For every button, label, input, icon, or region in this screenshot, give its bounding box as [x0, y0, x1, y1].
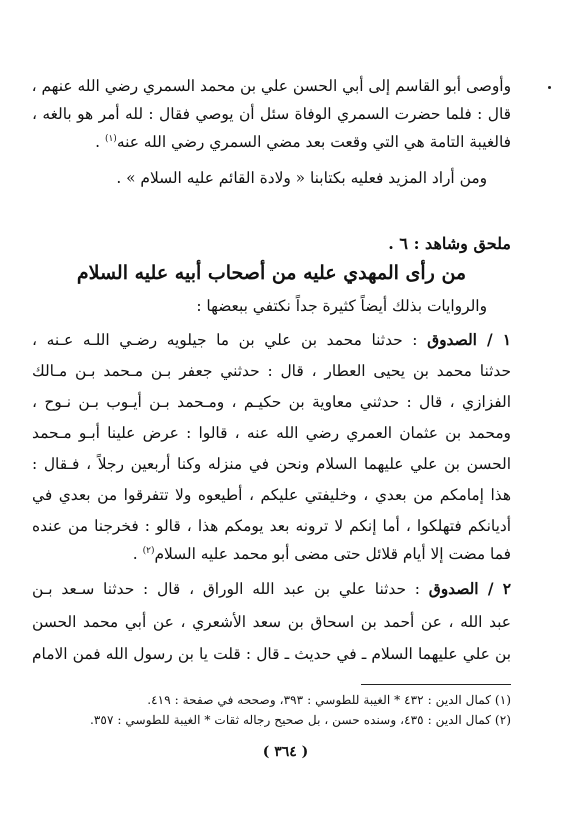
footnote-2: (٢) كمال الدين : ٤٣٥، وسنده حسن ، بل صحيح رجاله ثقات * الغيبة للطوسي : ٣٥٧.: [89, 713, 511, 727]
narration1-lead: ١ / الصدوق: [427, 331, 512, 349]
narration1-line-1: [32, 330, 511, 350]
footnote-divider: [361, 684, 511, 685]
narration2-lead: ٢ / الصدوق: [428, 580, 511, 598]
section-label: ملحق وشاهد : ٦ .: [388, 234, 511, 253]
narration1-line-6: هذا إمامكم من بعدي ، وخليفتي عليكم ، أطيعوه ولا تتفرقوا من بعدي في: [32, 486, 511, 504]
narration1-line-3: الفزازي ، قال : حدثني معاوية بن حكيـم ، ومـحمد بـن أيـوب بـن نـوح ،: [32, 393, 511, 411]
top-line-2: قال : فلما حضرت السمري الوفاة سئل أن يوصي فقال : لله أمر هو بالغه ،: [32, 105, 511, 123]
page-number: ( ٣٦٤ ): [262, 744, 309, 760]
narration1-line-5: الحسن بن علي عليهما السلام ونحن في منزله وكنا أربعين رجلاً ، فـقال :: [32, 455, 512, 473]
narration2-line-1-text: : حدثنا علي بن عبد الله الوراق ، قال : حدثنا سـعد بـن: [32, 580, 429, 598]
narration1-line-2: حدثنا محمد بن يحيى العطار ، قال : حدثني جعفر بـن مـحمد بـن مـالك: [32, 362, 511, 380]
narration1-line-8: [32, 544, 511, 564]
margin-dot: [548, 86, 551, 89]
narration2-line-2: عبد الله ، عن أحمد بن اسحاق بن سعد الأشعري ، عن أبي محمد الحسن: [32, 613, 511, 631]
narration2-line-3: بن علي عليهما السلام ـ في حديث ـ قال : قلت يا بن رسول الله فمن الامام: [32, 645, 511, 663]
top-line-4: ومن أراد المزيد فعليه بكتابنا « ولادة القائم عليه السلام » .: [116, 169, 487, 187]
footnote-ref-2: (٢): [142, 545, 155, 556]
top-line-3-text: فالغيبة التامة هي التي وقعت بعد مضي السمري رضي الله عنه: [116, 133, 511, 151]
footnote-1: (١) كمال الدين : ٤٣٢ * الغيبة للطوسي : ٣٩٣، وصححه في صفحة : ٤١٩.: [147, 693, 511, 707]
top-line-3: [32, 132, 511, 152]
section-title: من رأى المهدي عليه من أصحاب أبيه عليه السلام: [76, 262, 467, 284]
footnote-ref-1: (١): [104, 133, 117, 144]
narration1-line-4: ومحمد بن عثمان العمري رضي الله عنه ، قالوا : عرض علينا أبـو مـحمد: [32, 424, 511, 442]
intro-line: والروايات بذلك أيضاً كثيرة جداً نكتفي ببعضها :: [196, 297, 487, 315]
narration1-line-1-text: : حدثنا محمد بن علي بن ما جيلويه رضـي اللـه عـنه ،: [32, 331, 428, 349]
top-line-1: وأوصى أبو القاسم إلى أبي الحسن علي بن محمد السمري رضي الله عنهم ،: [31, 77, 511, 95]
narration1-line-7: أديانكم فتهلكوا ، أما إنكم لا ترونه بعد يومكم هذا ، قالو : فخرجنا من عنده: [32, 517, 511, 535]
narration1-line-8-text: فما مضت إلا أيام قلائل حتى مضى أبو محمد عليه السلام: [154, 545, 511, 563]
narration2-line-1: [32, 579, 511, 599]
top-line-3-tail: .: [95, 133, 105, 151]
narration1-line-8-tail: .: [132, 545, 143, 563]
